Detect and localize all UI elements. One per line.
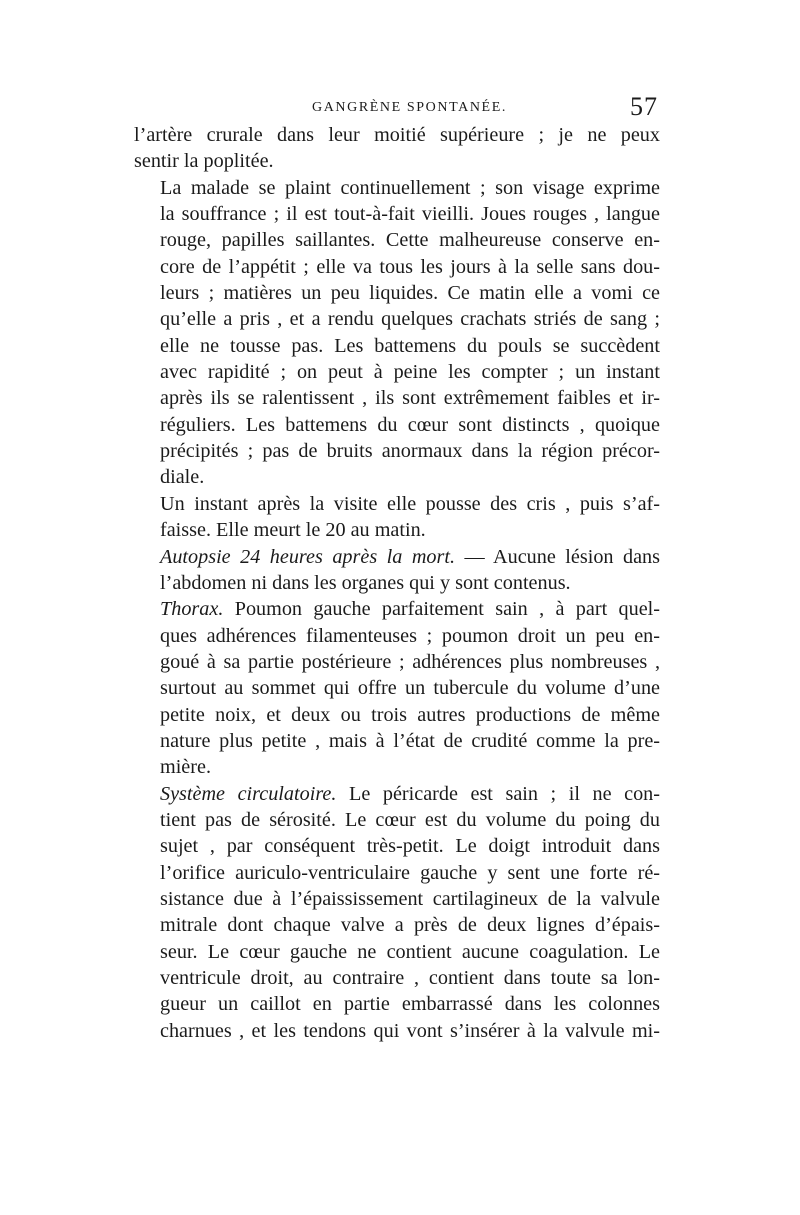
text-line	[134, 807, 660, 833]
line-text: l’abdomen ni dans les organes qui y sont contenus.	[160, 571, 571, 594]
line-text: Poumon gauche parfaitement sain , à part quel-	[223, 598, 660, 621]
text-line	[134, 491, 660, 517]
line-text: ventricule droit, au contraire , contient dans toute sa lon-	[160, 967, 660, 989]
text-line	[134, 728, 660, 754]
line-text: avec rapidité ; on peut à peine les compter ; un instant	[160, 361, 660, 384]
italic-heading: Autopsie 24 heures après la mort.	[160, 545, 456, 568]
line-text: charnues , et les tendons qui vont s’insérer à la valvule mi-	[160, 1019, 660, 1042]
text-line	[134, 385, 660, 411]
line-text: l’orifice auriculo-ventriculaire gauche y sent une forte ré-	[160, 861, 660, 884]
italic-heading: Thorax.	[160, 598, 224, 621]
text-line	[134, 1018, 660, 1044]
text-line	[134, 359, 660, 385]
page-number: 57	[630, 92, 658, 121]
text-line	[134, 175, 660, 201]
paragraph	[134, 491, 660, 544]
text-line	[134, 333, 660, 359]
line-text: la souffrance ; il est tout-à-fait vieilli. Joues rouges , langue	[160, 203, 660, 226]
text-line	[134, 227, 660, 253]
line-text: gueur un caillot en partie embarrassé dans les colonnes	[160, 993, 660, 1016]
text-line	[134, 517, 660, 543]
text-line	[134, 623, 660, 649]
text-line	[134, 596, 660, 622]
line-text: après ils se ralentissent , ils sont extrêmement faibles et ir-	[160, 387, 660, 410]
text-line	[134, 438, 660, 464]
line-text: réguliers. Les battemens du cœur sont distincts , quoique	[160, 413, 660, 436]
line-text: petite noix, et deux ou trois autres productions de même	[160, 703, 660, 726]
line-text: sistance due à l’épaississement cartilagineux de la valvule	[160, 887, 660, 910]
paragraph	[134, 122, 660, 175]
line-text: Un instant après la visite elle pousse des cris , puis s’af-	[160, 492, 660, 515]
paragraph	[134, 544, 660, 597]
text-line	[134, 702, 660, 728]
line-text: nature plus petite , mais à l’état de crudité comme la pre-	[160, 729, 660, 752]
text-line	[134, 965, 660, 991]
line-text: sentir la poplitée.	[134, 150, 274, 173]
paragraph	[134, 596, 660, 780]
line-text: core de l’appétit ; elle va tous les jours à la selle sans dou-	[160, 255, 660, 278]
line-text: seur. Le cœur gauche ne contient aucune coagulation. Le	[160, 940, 660, 963]
text-line	[134, 570, 660, 596]
text-line	[134, 649, 660, 675]
line-text: Le péricarde est sain ; il ne con-	[336, 782, 660, 805]
line-text: faisse. Elle meurt le 20 au matin.	[160, 519, 426, 542]
line-text: sujet , par conséquent très-petit. Le doigt introduit dans	[160, 835, 660, 858]
text-line	[134, 860, 660, 886]
text-line	[134, 201, 660, 227]
running-head: GANGRÈNE SPONTANÉE.	[312, 100, 507, 115]
text-line	[134, 939, 660, 965]
line-text: rouge, papilles saillantes. Cette malheureuse conserve en-	[160, 229, 660, 252]
text-line	[134, 280, 660, 306]
text-line	[134, 833, 660, 859]
line-text: ques adhérences filamenteuses ; poumon droit un peu en-	[160, 624, 660, 647]
line-text: La malade se plaint continuellement ; son visage exprime	[160, 176, 660, 199]
paragraph	[134, 175, 660, 491]
text-line	[134, 675, 660, 701]
text-line	[134, 912, 660, 938]
text-line	[134, 464, 660, 490]
paragraph	[134, 781, 660, 1044]
text-line	[134, 412, 660, 438]
line-text: goué à sa partie postérieure ; adhérences plus nombreuses ,	[160, 650, 660, 673]
text-line	[134, 306, 660, 332]
line-text: elle ne tousse pas. Les battemens du pouls se succèdent	[160, 334, 660, 357]
text-line	[134, 122, 660, 148]
line-text: tient pas de sérosité. Le cœur est du volume du poing du	[160, 808, 660, 831]
line-text: qu’elle a pris , et a rendu quelques crachats striés de sang ;	[160, 308, 660, 331]
line-text: mitrale dont chaque valve a près de deux lignes d’épais-	[160, 914, 660, 937]
text-line	[134, 781, 660, 807]
line-text: — Aucune lésion dans	[455, 545, 660, 568]
book-page	[134, 92, 660, 1044]
text-line	[134, 886, 660, 912]
text-line	[134, 754, 660, 780]
text-line	[134, 254, 660, 280]
text-line	[134, 991, 660, 1017]
line-text: l’artère crurale dans leur moitié supérieure ; je ne peux	[134, 124, 660, 146]
line-text: leurs ; matières un peu liquides. Ce matin elle a vomi ce	[160, 282, 660, 305]
page-header	[134, 92, 660, 122]
body-text	[134, 122, 660, 1044]
line-text: surtout au sommet qui offre un tubercule du volume d’une	[160, 677, 660, 700]
line-text: précipités ; pas de bruits anormaux dans la région précor-	[160, 440, 660, 463]
italic-heading: Système circulatoire.	[160, 782, 337, 805]
line-text: diale.	[160, 466, 205, 489]
line-text: mière.	[160, 756, 212, 779]
text-line	[134, 544, 660, 570]
text-line	[134, 148, 660, 174]
